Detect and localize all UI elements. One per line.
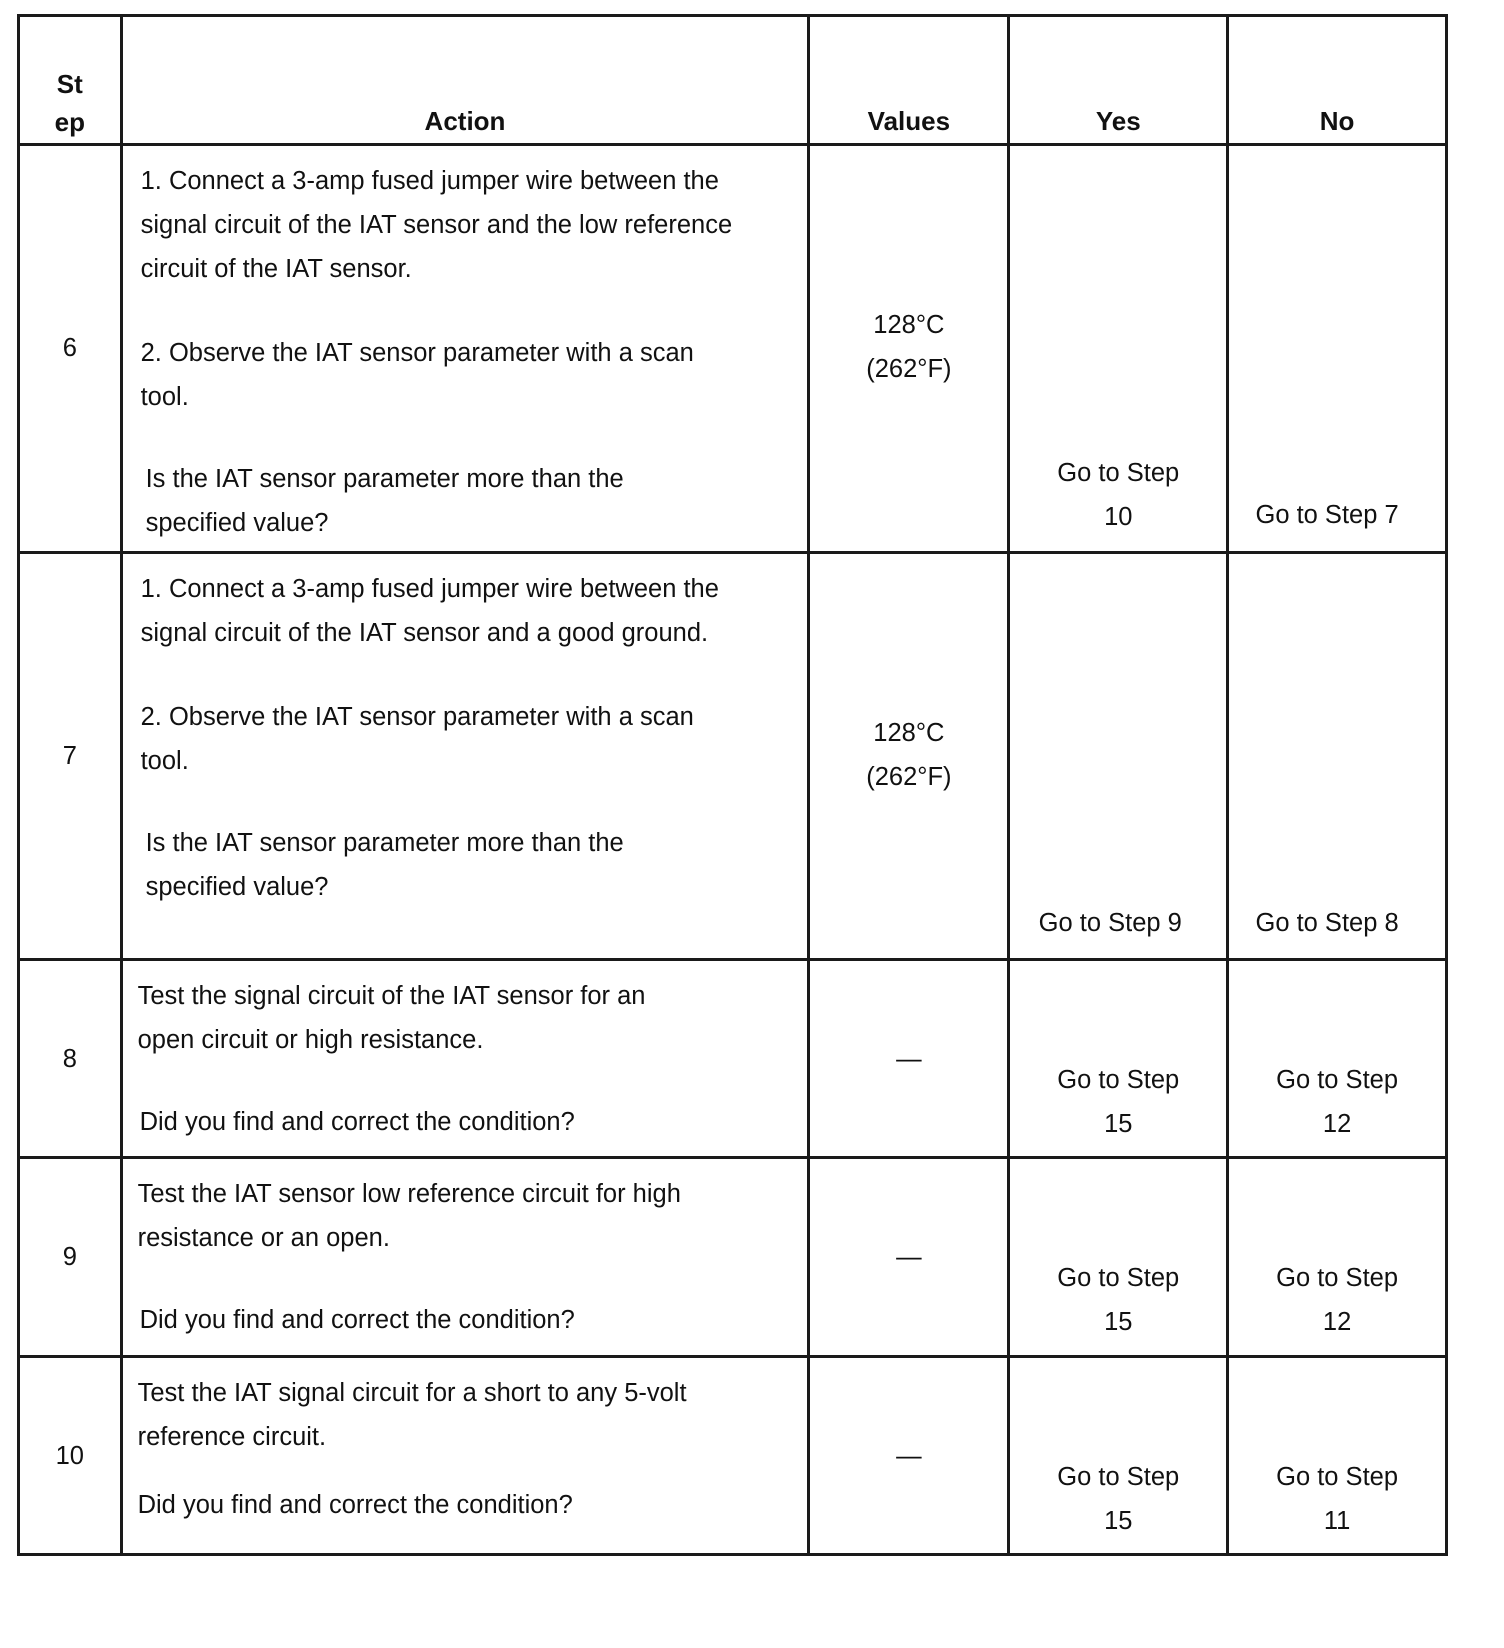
step-number: 10 bbox=[55, 1442, 84, 1470]
table-row bbox=[19, 553, 1447, 960]
step-number: 7 bbox=[62, 742, 77, 770]
value-cell bbox=[809, 553, 1009, 960]
header-values: Values bbox=[809, 16, 1009, 145]
no-cell bbox=[1228, 1357, 1447, 1555]
yes-text: Go to Step bbox=[1057, 459, 1180, 487]
action-text: Test the IAT signal circuit for a short to any 5-volt reference circuit. bbox=[137, 1379, 687, 1451]
table-row bbox=[19, 145, 1447, 553]
no-cell bbox=[1228, 145, 1447, 553]
no-text: Go to Step 7 bbox=[1255, 501, 1399, 529]
action-step-2: 2. Observe the IAT sensor parameter with a scan tool. bbox=[140, 339, 694, 411]
action-cell bbox=[121, 1357, 809, 1555]
value-none-dash: — bbox=[896, 1442, 922, 1470]
yes-cell bbox=[1009, 1158, 1228, 1357]
yes-cell bbox=[1009, 960, 1228, 1158]
header-row bbox=[19, 16, 1447, 145]
yes-cell bbox=[1009, 145, 1228, 553]
value-fahrenheit: (262°F) bbox=[866, 763, 952, 791]
value-none-dash: — bbox=[896, 1045, 922, 1073]
yes-text: Go to Step 9 bbox=[1038, 909, 1182, 937]
step-cell bbox=[19, 145, 122, 553]
action-cell bbox=[121, 960, 809, 1158]
value-cell bbox=[809, 960, 1009, 1158]
header-step-line1: St bbox=[56, 69, 83, 99]
action-question: Is the IAT sensor parameter more than the specified value? bbox=[145, 465, 624, 537]
step-number: 8 bbox=[62, 1045, 77, 1073]
no-text: Go to Step bbox=[1276, 1463, 1399, 1491]
table-row bbox=[19, 1158, 1447, 1357]
value-cell bbox=[809, 145, 1009, 553]
action-cell bbox=[121, 145, 809, 553]
table-row bbox=[19, 960, 1447, 1158]
action-step-1: 1. Connect a 3-amp fused jumper wire between the signal circuit of the IAT sensor and a good ground. bbox=[140, 575, 719, 647]
action-step-1: 1. Connect a 3-amp fused jumper wire between the signal circuit of the IAT sensor and the low reference circuit of the IAT sensor. bbox=[140, 167, 733, 283]
action-cell bbox=[121, 553, 809, 960]
step-cell bbox=[19, 1158, 122, 1357]
no-cell bbox=[1228, 960, 1447, 1158]
header-step bbox=[19, 16, 122, 145]
action-question: Did you find and correct the condition? bbox=[137, 1491, 573, 1519]
header-yes: Yes bbox=[1009, 16, 1228, 145]
no-step: 11 bbox=[1323, 1507, 1351, 1535]
action-step-2: 2. Observe the IAT sensor parameter with a scan tool. bbox=[140, 703, 694, 775]
action-text: Test the signal circuit of the IAT sensor for an open circuit or high resistance. bbox=[137, 982, 646, 1054]
yes-text: Go to Step bbox=[1057, 1264, 1180, 1292]
value-fahrenheit: (262°F) bbox=[866, 355, 952, 383]
value-none-dash: — bbox=[896, 1243, 922, 1271]
yes-text: Go to Step bbox=[1057, 1066, 1180, 1094]
step-cell bbox=[19, 960, 122, 1158]
header-action: Action bbox=[121, 16, 809, 145]
action-cell bbox=[121, 1158, 809, 1357]
action-question: Is the IAT sensor parameter more than the specified value? bbox=[145, 829, 624, 901]
yes-step: 15 bbox=[1104, 1308, 1133, 1336]
value-cell bbox=[809, 1158, 1009, 1357]
no-text: Go to Step 8 bbox=[1255, 909, 1399, 937]
no-text: Go to Step bbox=[1276, 1066, 1399, 1094]
yes-cell bbox=[1009, 1357, 1228, 1555]
value-cell bbox=[809, 1357, 1009, 1555]
value-celsius: 128°C bbox=[873, 311, 945, 339]
no-step: 12 bbox=[1322, 1110, 1352, 1138]
table-row bbox=[19, 1357, 1447, 1555]
yes-text: Go to Step bbox=[1057, 1463, 1180, 1491]
yes-step: 15 bbox=[1104, 1507, 1133, 1535]
value-celsius: 128°C bbox=[873, 719, 945, 747]
action-question: Did you find and correct the condition? bbox=[139, 1306, 575, 1334]
step-cell bbox=[19, 553, 122, 960]
no-cell bbox=[1228, 1158, 1447, 1357]
no-text: Go to Step bbox=[1276, 1264, 1399, 1292]
step-number: 6 bbox=[62, 334, 77, 362]
yes-step: 15 bbox=[1104, 1110, 1133, 1138]
step-cell bbox=[19, 1357, 122, 1555]
step-number: 9 bbox=[62, 1243, 77, 1271]
action-text: Test the IAT sensor low reference circuit for high resistance or an open. bbox=[137, 1180, 681, 1252]
header-no: No bbox=[1228, 16, 1447, 145]
header-step-line2: ep bbox=[54, 107, 85, 137]
diagnostic-table bbox=[17, 14, 1448, 1556]
yes-cell bbox=[1009, 553, 1228, 960]
action-question: Did you find and correct the condition? bbox=[139, 1108, 575, 1136]
yes-step: 10 bbox=[1104, 503, 1133, 531]
no-cell bbox=[1228, 553, 1447, 960]
no-step: 12 bbox=[1322, 1308, 1352, 1336]
